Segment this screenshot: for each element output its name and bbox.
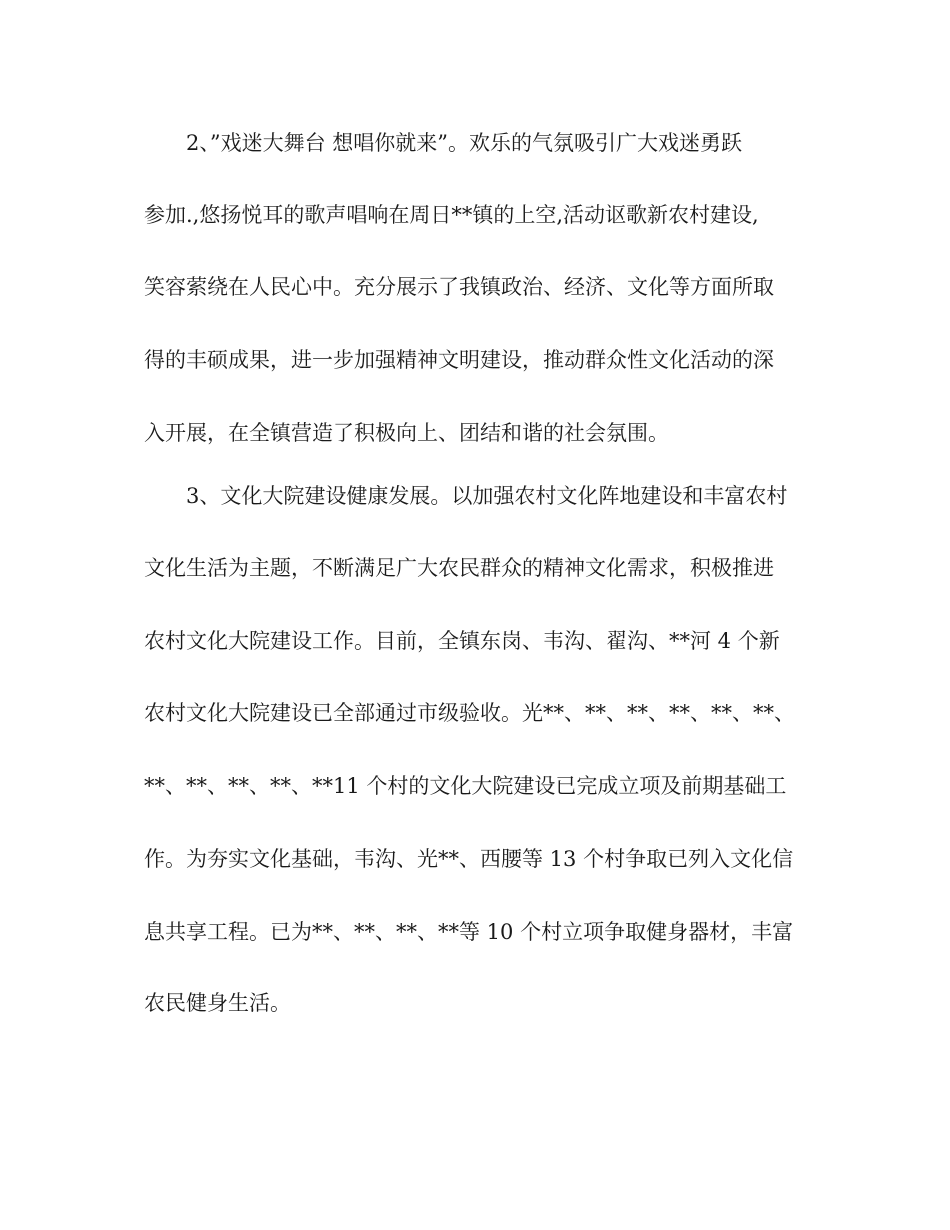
paragraph-2-line-2: 参加.,悠扬悦耳的歌声唱响在周日**镇的上空,活动讴歌新农村建设, [144,203,759,227]
paragraph-3-line-4: 农村文化大院建设已全部通过市级验收。光**、**、**、**、**、**、 [144,701,795,725]
paragraph-3-line-2: 文化生活为主题，不断满足广大农民群众的精神文化需求，积极推进 [144,556,774,580]
paragraph-3-line-5: **、**、**、**、**11 个村的文化大院建设已完成立项及前期基础工 [144,774,787,798]
paragraph-2-line-4: 得的丰硕成果，进一步加强精神文明建设，推动群众性文化活动的深 [144,348,774,372]
paragraph-3-line-6: 作。为夯实文化基础，韦沟、光**、西腰等 13 个村争取已列入文化信 [144,847,794,871]
paragraph-2-line-1: 2、”戏迷大舞台 想唱你就来”。欢乐的气氛吸引广大戏迷勇跃 [186,131,743,155]
paragraph-3-line-7: 息共享工程。已为**、**、**、**等 10 个村立项争取健身器材，丰富 [144,920,794,944]
paragraph-2-line-3: 笑容萦绕在人民心中。充分展示了我镇政治、经济、文化等方面所取 [144,275,774,299]
paragraph-3-line-3: 农村文化大院建设工作。目前，全镇东岗、韦沟、翟沟、**河 4 个新 [144,629,780,653]
paragraph-3-line-8: 农民健身生活。 [144,991,291,1015]
paragraph-3-line-1: 3、文化大院建设健康发展。以加强农村文化阵地建设和丰富农村 [186,484,788,508]
paragraph-2-line-5: 入开展，在全镇营造了积极向上、团结和谐的社会氛围。 [144,421,669,445]
